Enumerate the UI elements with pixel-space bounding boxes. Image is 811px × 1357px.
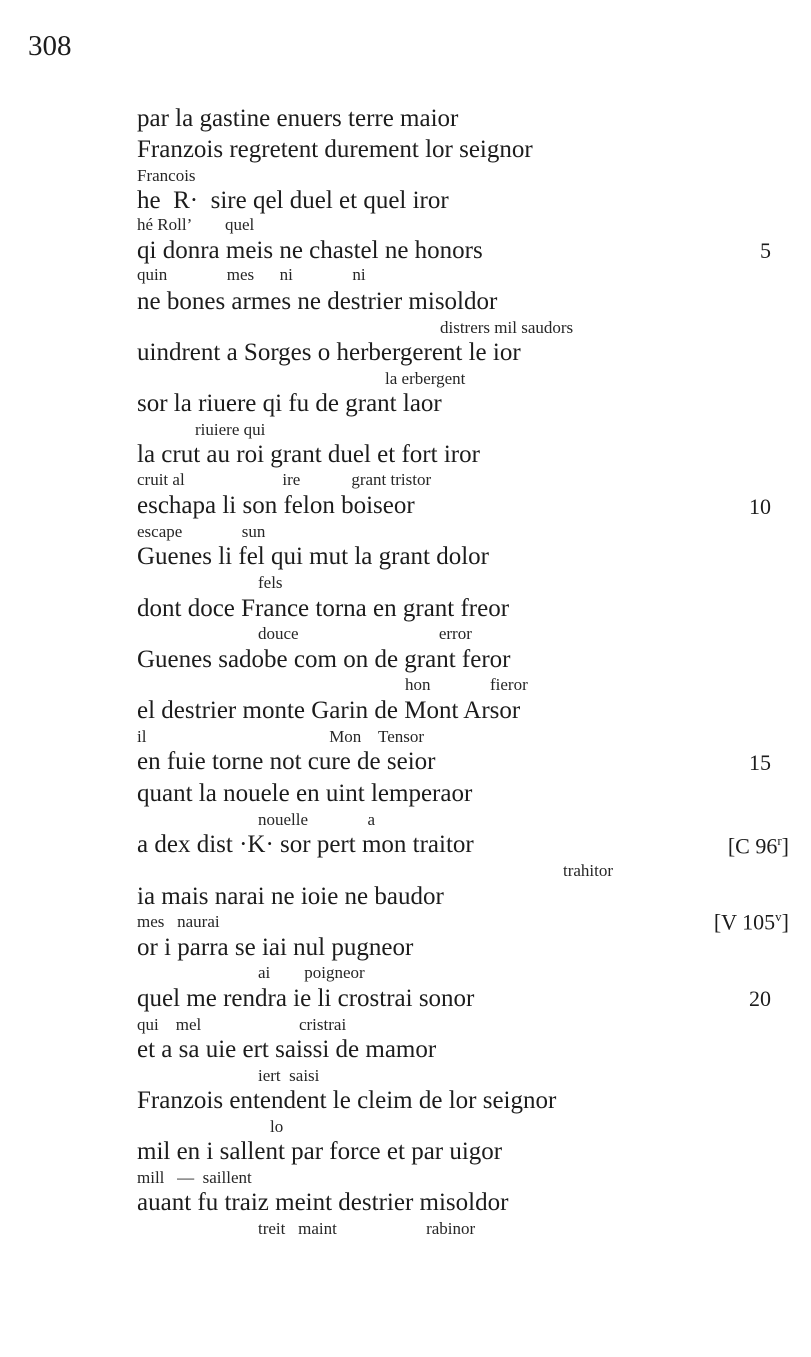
verse-line-19: quel me rendra ie li crostrai sonor: [137, 985, 475, 1012]
page-number: 308: [28, 30, 72, 62]
variant-line-13: il Mon Tensor: [137, 727, 425, 746]
variant-line-4: quin mes ni ni: [137, 265, 366, 284]
verse-line-17: ia mais narai ne ioie ne baudor: [137, 883, 444, 910]
folio-ref-c: [C 96$^r$]: [727, 833, 789, 859]
line-number-10: 10: [749, 494, 771, 519]
variant-line-7: riuiere qui: [195, 420, 266, 439]
verse-line-15: quant la nouele en uint lemperaor: [137, 780, 473, 807]
variant-line-20: iert saisi: [258, 1066, 320, 1085]
verse-line-18: or i parra se iai nul pugneor: [137, 934, 414, 961]
variant-line-16: trahitor: [563, 861, 614, 880]
verse-line-10: Guenes li fel qui mut la grant dolor: [137, 543, 490, 570]
verse-line-5: ne bones armes ne destrier misoldor: [137, 288, 498, 315]
verse-line-4: qi donra meis ne chastel ne honors: [137, 237, 483, 264]
variant-line-6: la erbergent: [385, 369, 466, 388]
line-number-20: 20: [749, 986, 771, 1011]
variant-line-21: lo: [270, 1117, 284, 1136]
variant-line-19: qui mel cristrai: [137, 1015, 347, 1034]
variant-line-10: fels: [258, 573, 283, 592]
variant-line-11: douce error: [258, 624, 472, 643]
verse-line-9: eschapa li son felon boiseor: [137, 492, 415, 519]
variant-line-23: treit maint rabinor: [258, 1219, 476, 1238]
verse-line-21: Franzois entendent le cleim de lor seignor: [137, 1087, 557, 1114]
verse-line-14: en fuie torne not cure de seior: [137, 748, 436, 775]
variant-line-2: Francois: [137, 166, 196, 185]
variant-line-5: distrers mil saudors: [440, 318, 574, 337]
verse-line-12: Guenes sadobe com on de grant feror: [137, 646, 511, 673]
verse-line-22: mil en i sallent par force et par uigor: [137, 1138, 503, 1165]
line-number-5: 5: [760, 238, 771, 263]
variant-line-22: mill — saillent: [137, 1168, 252, 1187]
variant-line-8: cruit al ire grant tristor: [137, 470, 432, 489]
verse-line-23: auant fu traiz meint destrier misoldor: [137, 1189, 509, 1216]
variant-line-9: escape sun: [137, 522, 266, 541]
verse-line-16: a dex dist ·K· sor pert mon traitor: [137, 831, 474, 858]
verse-line-6: uindrent a Sorges o herbergerent le ior: [137, 339, 521, 366]
verse-line-11: dont doce France torna en grant freor: [137, 595, 510, 622]
verse-line-3: he R· sire qel duel et quel iror: [137, 187, 449, 214]
verse-line-20: et a sa uie ert saissi de mamor: [137, 1036, 437, 1063]
variant-line-17: mes naurai: [137, 912, 220, 931]
variant-line-3: hé Roll’ quel: [137, 215, 255, 234]
verse-line-2: Franzois regretent durement lor seignor: [137, 136, 533, 163]
variant-line-18: ai poigneor: [258, 963, 365, 982]
variant-line-15: nouelle a: [258, 810, 376, 829]
verse-line-7: sor la riuere qi fu de grant laor: [137, 390, 442, 417]
folio-ref-v: [V 105$^v$]: [713, 909, 789, 935]
line-number-15: 15: [749, 750, 771, 775]
verse-line-13: el destrier monte Garin de Mont Arsor: [137, 697, 521, 724]
verse-line-1: par la gastine enuers terre maior: [137, 105, 459, 132]
variant-line-12: hon fieror: [405, 675, 528, 694]
verse-line-8: la crut au roi grant duel et fort iror: [137, 441, 480, 468]
